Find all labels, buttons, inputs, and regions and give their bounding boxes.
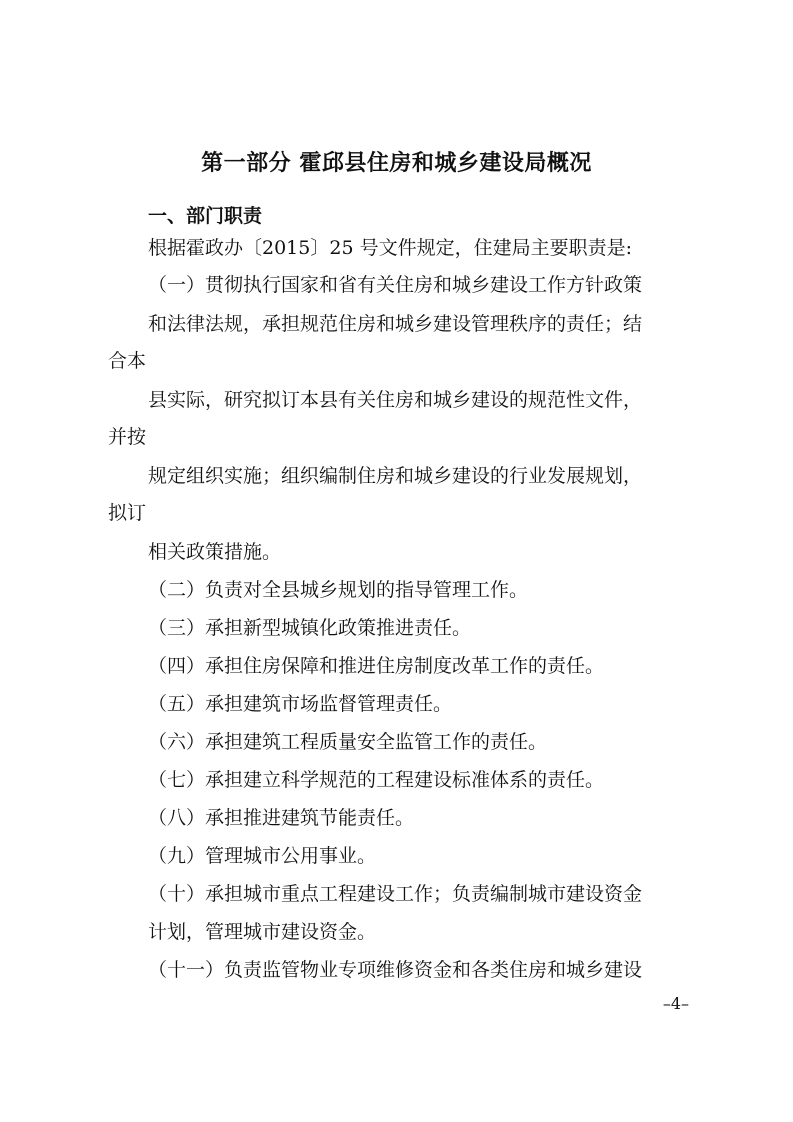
intro-paragraph: 根据霍政办〔2015〕25 号文件规定，住建局主要职责是: (148, 237, 632, 259)
body-line: （八）承担推进建筑节能责任。 (148, 807, 415, 829)
page-number: –4– (662, 994, 689, 1013)
body-line: （十一）负责监管物业专项维修资金和各类住房和城乡建设 (148, 959, 643, 981)
body-line: 规定组织实施；组织编制住房和城乡建设的行业发展规划， (148, 465, 643, 487)
body-line: （十）承担城市重点工程建设工作；负责编制城市建设资金 (148, 883, 643, 905)
body-line: （三）承担新型城镇化政策推进责任。 (148, 617, 472, 639)
page-title: 第一部分 霍邱县住房和城乡建设局概况 (201, 151, 592, 176)
body-line: 和法律法规，承担规范住房和城乡建设管理秩序的责任；结 (148, 313, 643, 335)
body-line: （四）承担住房保障和推进住房制度改革工作的责任。 (148, 655, 605, 677)
body-line: 并按 (108, 426, 147, 448)
body-line: （七）承担建立科学规范的工程建设标准体系的责任。 (148, 769, 605, 791)
body-line: 拟订 (108, 502, 147, 524)
body-line: （二）负责对全县城乡规划的指导管理工作。 (148, 579, 529, 601)
body-line: （五）承担建筑市场监督管理责任。 (148, 693, 453, 715)
body-line: 县实际，研究拟订本县有关住房和城乡建设的规范性文件， (148, 389, 643, 411)
section-heading: 一、部门职责 (148, 205, 263, 227)
body-line: 相关政策措施。 (148, 541, 282, 563)
body-line: 计划，管理城市建设资金。 (148, 921, 377, 943)
body-line: （六）承担建筑工程质量安全监管工作的责任。 (148, 731, 548, 753)
body-line: （九）管理城市公用事业。 (148, 845, 377, 867)
body-line: （一）贯彻执行国家和省有关住房和城乡建设工作方针政策 (148, 274, 643, 296)
body-line: 合本 (108, 350, 147, 372)
